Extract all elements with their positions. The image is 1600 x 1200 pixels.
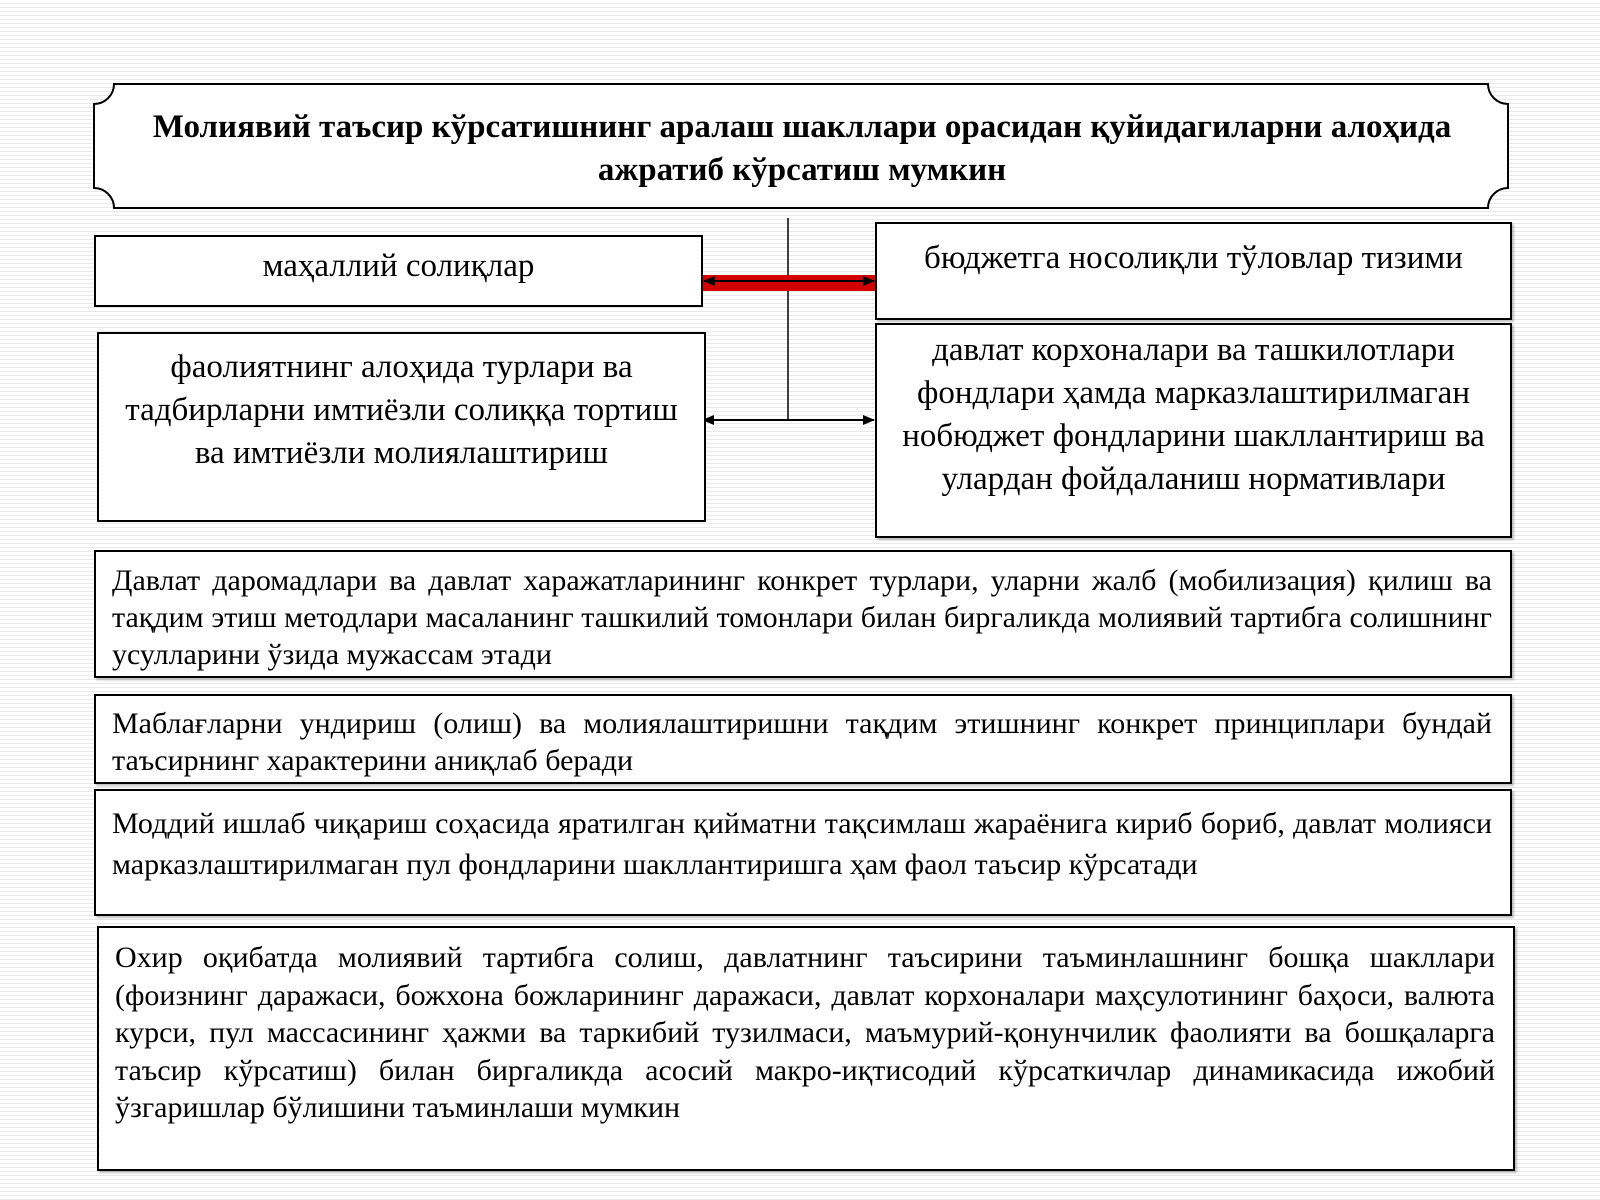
local-taxes-box <box>94 235 703 307</box>
enterprise-funds-box <box>875 323 1512 538</box>
enterprise-funds-label: давлат корхоналари ва ташкилотлари фондлари ҳамда марказлаштирилмаган нобюджет фондларини шакллантириш ва улардан фойдаланиш нормативлари <box>902 332 1485 497</box>
red-connector-bar <box>703 275 875 291</box>
paragraph-2-text: Маблағларни ундириш (олиш) ва молиялаштиришни тақдим этишнинг конкрет принциплари бундай таъсирнинг характерини аниқлаб беради <box>112 707 1492 777</box>
preferential-taxation-box <box>97 332 706 522</box>
preferential-taxation-label: фаолиятнинг алоҳида турлари ва тадбирларни имтиёзли солиққа тортиш ва имтиёзли молиялаштириш <box>125 349 678 471</box>
paragraph-box-3 <box>94 789 1512 916</box>
nontax-payments-box <box>875 222 1512 320</box>
paragraph-box-4 <box>97 926 1515 1171</box>
paragraph-box-1 <box>94 550 1512 678</box>
paragraph-3-text: Моддий ишлаб чиқариш соҳасида яратилган қийматни тақсимлаш жараёнига кириб бориб, давлат молияси марказлаштирилмаган пул фондларини шакллантиришга ҳам фаол таъсир кўрсатади <box>112 807 1492 881</box>
paragraph-box-2 <box>94 694 1512 784</box>
nontax-payments-label: бюджетга носолиқли тўловлар тизими <box>924 240 1463 276</box>
paragraph-1-text: Давлат даромадлари ва давлат харажатларининг конкрет турлари, уларни жалб (мобилизация) қилиш ва тақдим этиш методлари масаланинг ташкилий томонлари билан биргаликда молиявий тартибга солишнинг усулларини ўзида мужассам этади <box>112 564 1492 671</box>
diagram-title: Молиявий таъсир кўрсатишнинг аралаш шакллари орасидан қуйидагиларни алоҳида ажратиб кўрсатиш мумкин <box>152 109 1452 188</box>
local-taxes-label: маҳаллий солиқлар <box>262 247 535 284</box>
paragraph-4-text: Охир оқибатда молиявий тартибга солиш, давлатнинг таъсирини таъминлашнинг бошқа шакллари (фоизнинг даражаси, божхона божларининг даражаси, давлат корхоналари маҳсулотининг баҳоси, валюта курси, пул массасининг ҳажми ва таркибий тузилмаси, маъмурий-қонунчилик фаолияти ва бошқаларга таъсир кўрсатиш) билан биргаликда асосий макро-иқтисодий кўрсаткичлар динамикасида ижобий ўзгаришлар бўлишини таъминлаши мумкин <box>115 941 1495 1124</box>
